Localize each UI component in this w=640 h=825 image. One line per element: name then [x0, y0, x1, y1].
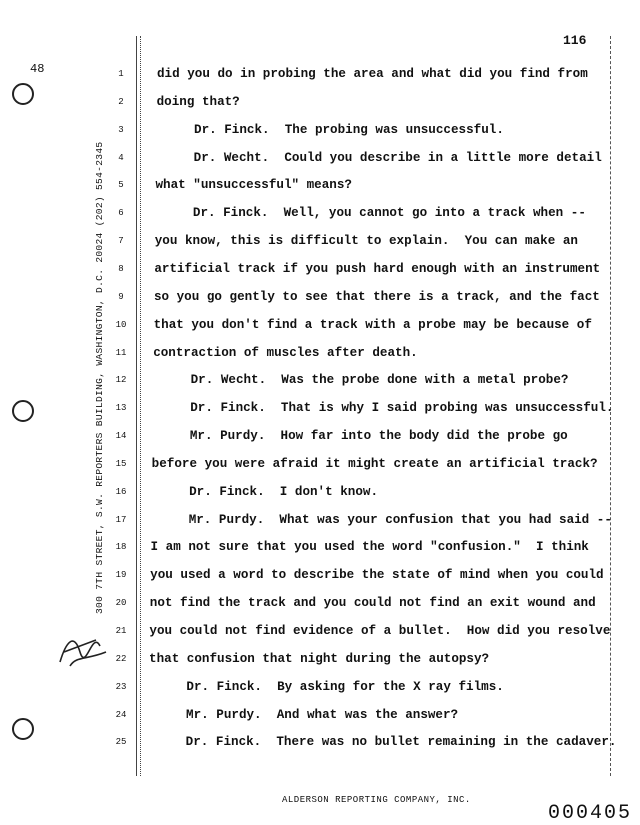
transcript-line: artificial track if you push hard enough with an instrument — [154, 261, 601, 276]
binder-hole-middle — [12, 400, 34, 422]
bates-stamp: 000405 — [548, 802, 633, 825]
transcript-line: not find the track and you could not find an exit wound and — [149, 596, 596, 611]
binder-hole-bottom — [12, 718, 34, 740]
line-number: 4 — [118, 152, 124, 163]
transcript-line: Dr. Finck. By asking for the X ray films. — [148, 679, 504, 694]
line-number: 10 — [115, 319, 127, 330]
left-margin-rule-dotted — [140, 36, 141, 776]
line-number: 15 — [115, 458, 127, 469]
line-number: 8 — [118, 263, 124, 274]
transcript-line: Dr. Finck. There was no bullet remaining in the cadaver. — [147, 735, 617, 750]
transcript-line: you know, this is difficult to explain. You can make an — [154, 234, 578, 249]
transcript-line: Dr. Finck. The probing was unsuccessful. — [156, 122, 504, 137]
line-number: 3 — [118, 124, 124, 135]
transcript-line: so you go gently to see that there is a track, and the fact — [153, 289, 600, 304]
transcript-line: you used a word to describe the state of mind when you could — [150, 568, 604, 583]
transcript-line: Dr. Finck. Well, you cannot go into a track when -- — [155, 206, 586, 221]
line-number: 5 — [118, 180, 124, 191]
binder-hole-top — [12, 83, 34, 105]
line-number: 2 — [118, 96, 124, 107]
line-number: 18 — [115, 542, 127, 553]
line-number: 6 — [118, 208, 124, 219]
transcript-line: you could not find evidence of a bullet. How did you resolve — [149, 624, 611, 638]
transcript-line: that confusion that night during the autopsy? — [149, 651, 490, 666]
line-number: 22 — [115, 653, 127, 664]
transcript-line: Mr. Purdy. How far into the body did the probe go — [152, 429, 568, 444]
line-number: 23 — [115, 681, 127, 692]
line-number: 25 — [115, 737, 127, 748]
transcript-line: that you don't find a track with a probe may be because of — [153, 317, 592, 332]
transcript-line: Dr. Finck. That is why I said probing was unsuccessful. — [152, 401, 614, 416]
transcript-line: before you were afraid it might create an artificial track? — [151, 456, 598, 471]
line-number: 24 — [115, 709, 127, 720]
transcript-line: Dr. Wecht. Could you describe in a little more detail — [155, 150, 602, 165]
transcript-line: Dr. Wecht. Was the probe done with a metal probe? — [152, 373, 569, 388]
transcript-line: what "unsuccessful" means? — [155, 178, 352, 193]
line-number: 1 — [118, 69, 124, 79]
left-margin-rule — [136, 36, 137, 776]
line-number: 7 — [118, 236, 124, 247]
line-number: 11 — [115, 347, 127, 358]
transcript-line: Mr. Purdy. And what was the answer? — [148, 707, 459, 722]
line-number: 17 — [115, 514, 127, 525]
page-number: 116 — [563, 33, 587, 48]
line-number: 20 — [115, 598, 127, 609]
line-number: 12 — [115, 375, 127, 386]
margin-number: 48 — [30, 62, 45, 76]
transcript-line: I am not sure that you used the word "confusion." I think — [150, 540, 589, 555]
transcript-line: contraction of muscles after death. — [153, 345, 418, 360]
line-number: 21 — [115, 626, 127, 636]
reporter-address-vertical: 300 7TH STREET, S.W. REPORTERS BUILDING, WASHINGTON, D.C. 20024 (202) 554-2345 — [94, 141, 105, 614]
transcript-line: did you do in probing the area and what did you find from — [157, 67, 588, 81]
line-number: 19 — [115, 570, 127, 581]
line-number: 16 — [115, 486, 127, 497]
transcript-line: doing that? — [156, 94, 240, 109]
line-number: 14 — [115, 431, 127, 442]
handwritten-initials — [56, 622, 112, 670]
line-number: 9 — [118, 291, 124, 302]
footer-company: ALDERSON REPORTING COMPANY, INC. — [282, 795, 471, 805]
transcript-line: Mr. Purdy. What was your confusion that you had said -- — [150, 512, 612, 527]
transcript-line: Dr. Finck. I don't know. — [151, 484, 379, 499]
line-number: 13 — [115, 403, 127, 414]
